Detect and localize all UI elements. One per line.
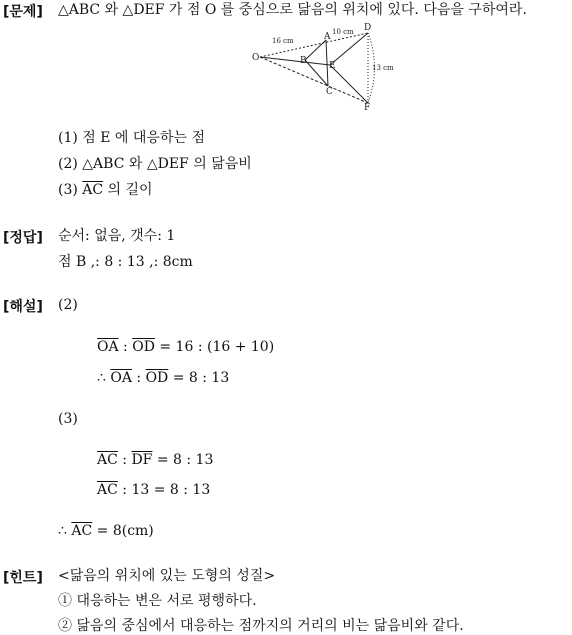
hint-label: [힌트] <box>3 570 43 586</box>
problem-statement: △ABC 와 △DEF 가 점 O 를 중심으로 닮음의 위치에 있다. 다음을 구하여라. <box>58 2 527 18</box>
length-DF-label: 13 cm <box>372 64 394 72</box>
answer-line-2: 점 B ,: 8 : 13 ,: 8cm <box>58 254 193 270</box>
point-B-label: B <box>300 56 307 66</box>
question-1: (1) 점 E 에 대응하는 점 <box>58 130 205 146</box>
point-D-label: D <box>364 23 372 33</box>
equation-4: $\overline{AC}$ : 13 = 8 : 13 <box>97 482 211 498</box>
hint-item-1: ① 대응하는 변은 서로 평행하다. <box>58 593 257 609</box>
equation-3: $\overline{AC}$ : $\overline{DF} = 8$ : 13 <box>97 452 214 468</box>
length-AD-label: 10 cm <box>332 28 354 36</box>
point-E-label: E <box>329 61 336 71</box>
homothety-figure <box>248 20 408 112</box>
hint-item-2: ② 닮음의 중심에서 대응하는 점까지의 거리의 비는 닮음비와 같다. <box>58 618 464 634</box>
question-3: (3) $\overline{AC}$ 의 길이 <box>58 182 153 198</box>
hint-title: <닮음의 위치에 있는 도형의 성질> <box>58 568 276 584</box>
point-C-label: C <box>326 87 333 97</box>
explanation-part-2-label: (2) <box>58 297 78 313</box>
segment-AC: $\overline{AC}$ <box>82 182 104 198</box>
problem-label: [문제] <box>3 4 43 20</box>
question-2: (2) △ABC 와 △DEF 의 닮음비 <box>58 156 252 172</box>
equation-2: ∴ $\overline{OA}$ : $\overline{OD} = 8$ : 13 <box>97 370 230 386</box>
point-O-label: O <box>252 53 260 63</box>
point-A-label: A <box>324 32 331 42</box>
equation-5: ∴ $\overline{AC} = 8(cm)$ <box>58 523 154 539</box>
equation-1: $\overline{OA}$ : $\overline{OD} = 16$ : (16 + 10) <box>97 339 275 355</box>
answer-label: [정답] <box>3 230 43 246</box>
point-F-label: F <box>364 103 371 112</box>
explanation-part-3-label: (3) <box>58 411 78 427</box>
length-OA-label: 16 cm <box>272 37 294 45</box>
answer-line-1: 순서: 없음, 갯수: 1 <box>58 228 176 244</box>
explanation-label: [해설] <box>3 299 43 315</box>
